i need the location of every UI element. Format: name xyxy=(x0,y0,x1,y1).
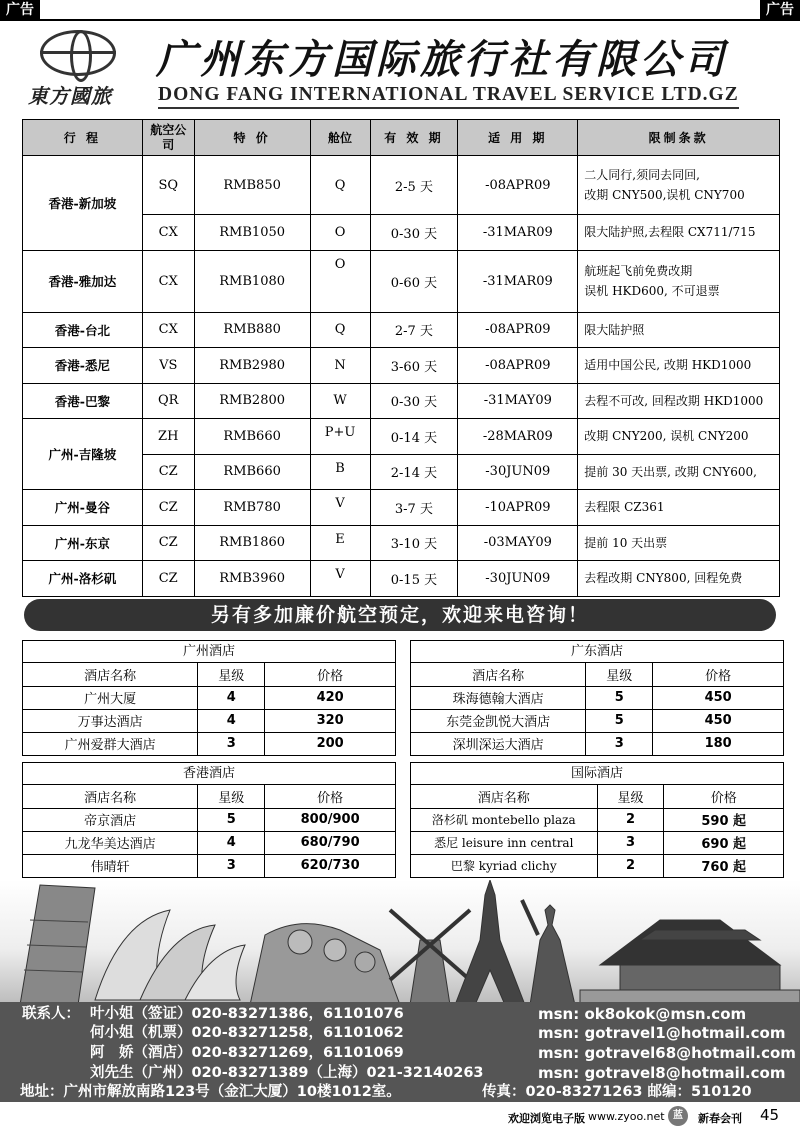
company-header xyxy=(18,28,788,110)
hotel-name: 洛杉矶 montebello plaza xyxy=(411,808,597,831)
hotel-name: 悉尼 leisure inn central xyxy=(411,831,597,854)
validity-cell: 2-5 天 xyxy=(370,156,458,215)
hotel-col-name: 酒店名称 xyxy=(411,663,586,686)
hotel-price: 680/790 xyxy=(265,831,395,854)
terms-cell: 限大陆护照,去程限 CX711/715 xyxy=(578,215,780,251)
table-row xyxy=(23,854,395,877)
validity-cell: 0-15 天 xyxy=(370,561,458,597)
msn-row xyxy=(538,1004,746,1024)
period-cell: -08APR09 xyxy=(458,156,578,215)
hotel-star: 3 xyxy=(597,831,664,854)
header-price: 特 价 xyxy=(194,120,310,156)
header-cabin: 舱位 xyxy=(310,120,370,156)
terms-cell: 去程不可改, 回程改期 HKD1000 xyxy=(578,383,780,419)
table-row xyxy=(23,348,780,384)
airline-cell: CX xyxy=(142,215,194,251)
msn-address[interactable]: gotravel1@hotmail.com xyxy=(584,1024,786,1042)
msn-address[interactable]: gotravel8@hotmail.com xyxy=(584,1064,786,1082)
table-row xyxy=(411,831,783,854)
terms-cell: 提前 10 天出票 xyxy=(578,525,780,561)
terms-cell: 改期 CNY200, 误机 CNY200 xyxy=(578,419,780,455)
period-cell: -31MAR09 xyxy=(458,250,578,312)
windmill-icon xyxy=(410,940,450,1005)
validity-cell: 3-7 天 xyxy=(370,490,458,526)
company-name-en: DONG FANG INTERNATIONAL TRAVEL SERVICE LTD.GZ xyxy=(158,84,739,105)
msn-label: msn: xyxy=(538,1005,580,1023)
contact-line[interactable]: 刘先生（广州）020-83271389（上海）021-32140263 xyxy=(90,1065,484,1081)
hotel-name: 东莞金凯悦大酒店 xyxy=(411,709,586,732)
international-hotel-table xyxy=(410,762,784,878)
msn-address[interactable]: ok8okok@msn.com xyxy=(584,1005,747,1023)
hotel-price: 760 起 xyxy=(664,854,783,877)
period-cell: -10APR09 xyxy=(458,490,578,526)
hotel-col-star: 星级 xyxy=(198,785,265,808)
hotel-price: 590 起 xyxy=(664,808,783,831)
msn-address[interactable]: gotravel68@hotmail.com xyxy=(584,1044,796,1062)
cabin-cell: Q xyxy=(310,156,370,215)
route-cell: 香港-巴黎 xyxy=(23,383,143,419)
hotel-star: 5 xyxy=(586,709,653,732)
terms-cell xyxy=(578,156,780,215)
header-period: 适 用 期 xyxy=(458,120,578,156)
cabin-cell: P+U xyxy=(310,419,370,455)
msn-label: msn: xyxy=(538,1044,580,1062)
hotel-col-price: 价格 xyxy=(705,668,732,684)
cabin-cell: N xyxy=(310,348,370,384)
price-cell: RMB2980 xyxy=(194,348,310,384)
validity-cell: 0-30 天 xyxy=(370,383,458,419)
hotel-star: 4 xyxy=(198,831,265,854)
terms-cell: 适用中国公民, 改期 HKD1000 xyxy=(578,348,780,384)
hotel-table-title: 广州酒店 xyxy=(23,641,395,663)
airline-cell: VS xyxy=(142,348,194,384)
hotel-price: 320 xyxy=(265,709,395,732)
airline-cell: CZ xyxy=(142,490,194,526)
hotel-star: 4 xyxy=(198,709,265,732)
hongkong-hotel-table xyxy=(22,762,396,878)
airline-cell: CZ xyxy=(142,525,194,561)
table-row xyxy=(411,709,783,732)
guangzhou-hotel-table xyxy=(22,640,396,756)
price-cell: RMB1050 xyxy=(194,215,310,251)
msn-label: msn: xyxy=(538,1064,580,1082)
statue-of-liberty-icon xyxy=(530,905,575,1005)
terms-cell: 去程改期 CNY800, 回程免费 xyxy=(578,561,780,597)
flight-price-table xyxy=(22,119,780,597)
terms-cell: 限大陆护照 xyxy=(578,312,780,348)
table-row xyxy=(23,250,780,312)
airline-cell: CX xyxy=(142,312,194,348)
table-row xyxy=(411,686,783,709)
hotel-price: 690 起 xyxy=(664,831,783,854)
contact-label: 联系人： xyxy=(22,1006,80,1022)
cabin-cell: Q xyxy=(310,312,370,348)
hotel-header-row xyxy=(411,785,783,808)
hotel-col-star: 星级 xyxy=(597,785,664,808)
price-cell: RMB660 xyxy=(194,454,310,490)
hotel-header-row xyxy=(23,785,395,808)
company-logo xyxy=(28,28,128,108)
header-route: 行 程 xyxy=(23,120,143,156)
terms-line: 航班起飞前免费改期 xyxy=(584,263,693,278)
hotel-header-row xyxy=(23,663,395,686)
validity-cell: 3-10 天 xyxy=(370,525,458,561)
top-rule xyxy=(0,19,800,21)
hotel-col-price: 价格 xyxy=(317,790,344,806)
hotel-col-name: 酒店名称 xyxy=(23,785,198,808)
airline-cell: CZ xyxy=(142,561,194,597)
hotel-star: 3 xyxy=(198,732,265,755)
hotel-col-name: 酒店名称 xyxy=(23,663,198,686)
hotel-name: 深圳深运大酒店 xyxy=(411,732,586,755)
terms-cell xyxy=(578,250,780,312)
price-cell: RMB780 xyxy=(194,490,310,526)
table-header-row xyxy=(23,120,780,156)
promo-banner: 另有多加廉价航空预定，欢迎来电咨询！ xyxy=(24,599,776,631)
hotel-col-star: 星级 xyxy=(198,663,265,686)
contact-line[interactable]: 阿 娇（酒店）020-83271269，61101069 xyxy=(90,1045,404,1061)
cabin-cell: O xyxy=(310,250,370,312)
msn-row xyxy=(538,1043,796,1063)
table-row xyxy=(23,383,780,419)
route-cell: 香港-台北 xyxy=(23,312,143,348)
hotel-star: 2 xyxy=(597,808,664,831)
eiffel-tower-icon xyxy=(455,880,525,1005)
company-name-cn: 广州东方国际旅行社有限公司 xyxy=(156,36,728,83)
table-row xyxy=(23,831,395,854)
price-cell: RMB1860 xyxy=(194,525,310,561)
validity-cell: 3-60 天 xyxy=(370,348,458,384)
hotel-table-title: 广东酒店 xyxy=(411,641,783,663)
table-row xyxy=(411,732,783,755)
hotel-col-name: 酒店名称 xyxy=(411,785,597,808)
period-cell: -03MAY09 xyxy=(458,525,578,561)
hotel-table-title: 国际酒店 xyxy=(411,763,783,785)
price-cell: RMB850 xyxy=(194,156,310,215)
route-cell: 香港-悉尼 xyxy=(23,348,143,384)
ad-label-left: 广告 xyxy=(0,0,40,20)
route-cell: 香港-新加坡 xyxy=(23,156,143,251)
airline-cell: CX xyxy=(142,250,194,312)
page-number: 45 xyxy=(760,1106,780,1124)
table-row xyxy=(23,156,780,215)
hotel-price: 420 xyxy=(265,686,395,709)
hotel-header-row xyxy=(411,663,783,686)
table-row xyxy=(23,312,780,348)
cabin-cell: O xyxy=(310,215,370,251)
table-row xyxy=(23,686,395,709)
airline-cell: CZ xyxy=(142,454,194,490)
validity-cell: 2-14 天 xyxy=(370,454,458,490)
validity-cell: 2-7 天 xyxy=(370,312,458,348)
period-cell: -31MAR09 xyxy=(458,215,578,251)
table-row xyxy=(411,808,783,831)
cabin-cell: E xyxy=(310,525,370,561)
contact-block xyxy=(0,1002,800,1102)
contact-line[interactable]: 何小姐（机票）020-83271258，61101062 xyxy=(90,1025,404,1041)
msn-row xyxy=(538,1063,785,1083)
footer-issue: 新春会刊 xyxy=(698,1112,742,1125)
header-validity: 有 效 期 xyxy=(370,120,458,156)
table-row xyxy=(411,854,783,877)
airline-cell: SQ xyxy=(142,156,194,215)
hotel-name: 万事达酒店 xyxy=(23,709,198,732)
globe-icon xyxy=(40,30,116,76)
period-cell: -31MAY09 xyxy=(458,383,578,419)
hotel-name: 珠海德翰大酒店 xyxy=(411,686,586,709)
airline-cell: ZH xyxy=(142,419,194,455)
table-row xyxy=(23,561,780,597)
hotel-price: 800/900 xyxy=(265,808,395,831)
price-cell: RMB880 xyxy=(194,312,310,348)
hotel-star: 3 xyxy=(198,854,265,877)
validity-cell: 0-30 天 xyxy=(370,215,458,251)
price-cell: RMB3960 xyxy=(194,561,310,597)
airline-cell: QR xyxy=(142,383,194,419)
hotel-name: 伟晴轩 xyxy=(23,854,198,877)
hotel-price: 180 xyxy=(653,732,783,755)
hotel-col-star: 星级 xyxy=(586,663,653,686)
hotel-name: 广州大厦 xyxy=(23,686,198,709)
hotel-name: 帝京酒店 xyxy=(23,808,198,831)
hotel-col-price: 价格 xyxy=(710,790,737,806)
route-cell: 广州-吉隆坡 xyxy=(23,419,143,490)
price-cell: RMB660 xyxy=(194,419,310,455)
route-cell: 广州-洛杉矶 xyxy=(23,561,143,597)
cabin-cell: B xyxy=(310,454,370,490)
hotel-star: 5 xyxy=(586,686,653,709)
hotel-name: 九龙华美达酒店 xyxy=(23,831,198,854)
cabin-cell: V xyxy=(310,561,370,597)
price-cell: RMB1080 xyxy=(194,250,310,312)
hotel-star: 3 xyxy=(586,732,653,755)
terms-line: 改期 CNY500,误机 CNY700 xyxy=(584,188,745,202)
terms-line: 二人同行,须同去同回, xyxy=(584,167,700,182)
footer-welcome: 欢迎浏览电子版 xyxy=(508,1112,585,1125)
hotel-star: 5 xyxy=(198,808,265,831)
terms-cell: 提前 30 天出票, 改期 CNY600, xyxy=(578,454,780,490)
hotel-price: 450 xyxy=(653,709,783,732)
msn-row xyxy=(538,1023,785,1043)
landmarks-svg xyxy=(0,880,800,1005)
fax-line: 传真：020-83271263 邮编：510120 xyxy=(482,1084,752,1100)
contact-line[interactable]: 叶小姐（签证）020-83271386，61101076 xyxy=(90,1006,404,1022)
price-cell: RMB2800 xyxy=(194,383,310,419)
period-cell: -08APR09 xyxy=(458,312,578,348)
hotel-table-title: 香港酒店 xyxy=(23,763,395,785)
table-row xyxy=(23,709,395,732)
route-cell: 广州-东京 xyxy=(23,525,143,561)
period-cell: -30JUN09 xyxy=(458,561,578,597)
header-airline: 航空公司 xyxy=(142,120,194,156)
address-line: 地址：广州市解放南路123号（金汇大厦）10楼1012室。 xyxy=(20,1084,401,1100)
table-row xyxy=(23,525,780,561)
badge-icon: 蓝 xyxy=(668,1106,688,1126)
hotel-star: 4 xyxy=(198,686,265,709)
hotel-col-price: 价格 xyxy=(317,668,344,684)
ad-label-right: 广告 xyxy=(760,0,800,20)
hotel-price: 620/730 xyxy=(265,854,395,877)
header-terms: 限制条款 xyxy=(578,120,780,156)
terms-line: 误机 HKD600, 不可退票 xyxy=(584,284,720,298)
table-row xyxy=(23,419,780,455)
table-row xyxy=(23,732,395,755)
logo-text: 東方國旅 xyxy=(28,84,112,108)
cabin-cell: V xyxy=(310,490,370,526)
mount-rushmore-icon xyxy=(250,924,400,1005)
hotel-price: 200 xyxy=(265,732,395,755)
route-cell: 香港-雅加达 xyxy=(23,250,143,312)
landmarks-illustration xyxy=(0,880,800,1005)
hotel-star: 2 xyxy=(597,854,664,877)
validity-cell: 0-14 天 xyxy=(370,419,458,455)
temple-roof-icon xyxy=(600,920,780,965)
route-cell: 广州-曼谷 xyxy=(23,490,143,526)
terms-cell: 去程限 CZ361 xyxy=(578,490,780,526)
hotel-name: 巴黎 kyriad clichy xyxy=(411,854,597,877)
guangdong-hotel-table xyxy=(410,640,784,756)
table-row xyxy=(23,808,395,831)
cabin-cell: W xyxy=(310,383,370,419)
hotel-price: 450 xyxy=(653,686,783,709)
table-row xyxy=(23,490,780,526)
period-cell: -30JUN09 xyxy=(458,454,578,490)
page-footer xyxy=(0,1103,800,1130)
hotel-name: 广州爱群大酒店 xyxy=(23,732,198,755)
period-cell: -28MAR09 xyxy=(458,419,578,455)
period-cell: -08APR09 xyxy=(458,348,578,384)
footer-site-link[interactable]: www.zyoo.net xyxy=(588,1110,665,1123)
validity-cell: 0-60 天 xyxy=(370,250,458,312)
msn-label: msn: xyxy=(538,1024,580,1042)
